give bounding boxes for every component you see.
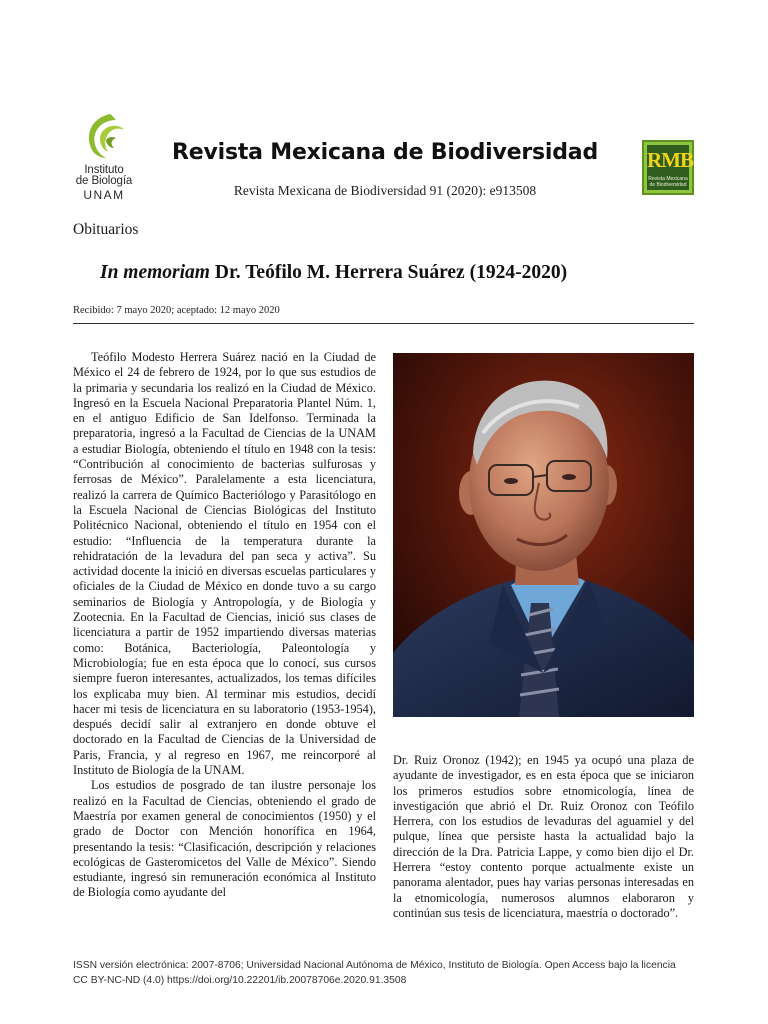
body-paragraph: Los estudios de posgrado de tan ilustre personaje los realizó en la Facultad de Ciencias, obteniendo el grado de Maestría por examen general de conocimientos (1950) y el grado de Doctor con Mención honorífica en 1964, presentando la tesis: “Clasificación, descripción y relaciones ecológicas de Gasteromicetos del Valle de México”. Siendo estudiante, ingresó sin remuneración económica al Instituto de Biología como ayudante del bbox=[73, 778, 376, 900]
leaf-swirl-icon bbox=[80, 112, 128, 162]
portrait-photo bbox=[393, 353, 694, 717]
journal-title: Revista Mexicana de Biodiversidad bbox=[172, 140, 598, 165]
received-dates: Recibido: 7 mayo 2020; aceptado: 12 mayo 2020 bbox=[73, 305, 280, 316]
body-column-left bbox=[73, 350, 376, 901]
section-label: Obituarios bbox=[73, 221, 139, 238]
body-column-right bbox=[393, 753, 694, 921]
article-title bbox=[100, 262, 660, 284]
body-paragraph: Teófilo Modesto Herrera Suárez nació en la Ciudad de México el 24 de febrero de 1924, por lo que sus estudios de la primaria y secundaria los realizó en la Ciudad de México. Ingresó en la Escuela Nacional Preparatoria Plantel Núm. 1, en el antiguo Edificio de San Idelfonso. Terminada la preparatoria, ingresó a la Facultad de Ciencias de la UNAM a estudiar Biología, obteniendo el título en 1948 con la tesis: “Contribución al conocimiento de bacterias sulfurosas y ferrosas de México”. Paralelamente a esta licenciatura, realizó la carrera de Químico Bacteriólogo y Parasitólogo en la Escuela Nacional de Ciencias Biológicas del Instituto Politécnico Nacional, obteniendo el título en 1954 con el estudio: “Influencia de la temperatura durante la rehidratación de la levadura del pan seca y activa”. Su actividad docente la inició en diversas escuelas particulares y oficiales de la Ciudad de México en donde tuvo a su cargo seminarios de Biología y Antropología, y de Biología y Zootecnia. En la Facultad de Ciencias, inició sus clases de licenciatura a partir de 1952 impartiendo diversas materias como: Botánica, Bacteriología, Paleontología y Microbiología; fue en esta época que lo conocí, sus cursos siempre fueron interesantes, actualizados, los temas difíciles los explicaba muy bien. Al terminar mis estudios, decidí hacer mi tesis de licenciatura en su laboratorio (1953-1954), después decidí salir al extranjero en donde obtuve el doctorado en la Facultad de Ciencias de la Universidad de Paris, Francia, y al regreso en 1967, me reincorporé al Instituto de Biología de la UNAM. bbox=[73, 350, 376, 778]
footer-issn-line: ISSN versión electrónica: 2007-8706; Universidad Nacional Autónoma de México, Instituto de Biología. Open Access bajo la licencia bbox=[73, 960, 676, 971]
article-title-name: Dr. Teófilo M. Herrera Suárez (1924-2020) bbox=[209, 262, 568, 283]
rmb-logo-caption-line2: de Biodiversidad bbox=[649, 182, 687, 188]
institute-name-line3: UNAM bbox=[83, 188, 125, 202]
institute-logo bbox=[64, 112, 144, 202]
rmb-logo-caption-line1: Revista Mexicana bbox=[648, 176, 688, 182]
page-footer bbox=[73, 958, 703, 988]
rmb-logo bbox=[642, 140, 694, 195]
header-divider bbox=[73, 323, 694, 324]
institute-name-line1: Instituto bbox=[84, 164, 124, 176]
journal-citation: Revista Mexicana de Biodiversidad 91 (2020): e913508 bbox=[233, 183, 537, 198]
footer-license-line: CC BY-NC-ND (4.0) https://doi.org/10.22201/ib.20078706e.2020.91.3508 bbox=[73, 975, 407, 986]
institute-name-line2: de Biología bbox=[75, 175, 133, 187]
body-paragraph: Dr. Ruiz Oronoz (1942); en 1945 ya ocupó una plaza de ayudante de investigador, es en esta época que se iniciaron los primeros estudios sobre etnomicología, línea de investigación que abrió el Dr. Ruiz Oronoz con Teófilo Herrera, con los estudios de levaduras del aguamiel y del pulque, línea que persiste hasta la actualidad bajo la dirección de la Dra. Patricia Lappe, y como bien dijo el Dr. Herrera “estoy contento porque actualmente existe un panorama alentador, pues hay varias personas interesadas en la etnomicología, numerosos alumnos elaboraron y continúan sus tesis de licenciatura, maestría o doctorado”. bbox=[393, 753, 694, 920]
rmb-logo-panel bbox=[647, 145, 693, 190]
article-title-italic: In memoriam bbox=[100, 262, 210, 283]
rmb-logo-mark: RMB bbox=[647, 148, 693, 172]
portrait-illustration bbox=[393, 353, 694, 717]
